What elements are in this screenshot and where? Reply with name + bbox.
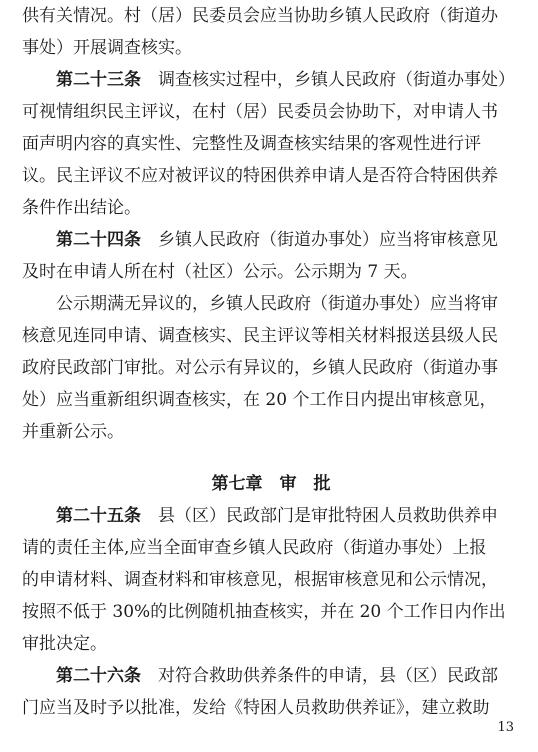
- article-text: 县（区）民政部门是审批特困人员救助供养申: [141, 506, 498, 526]
- text-line: 公示期满无异议的，乡镇人民政府（街道办事处）应当将审: [56, 294, 498, 314]
- text-line: 政府民政部门审批。对公示有异议的，乡镇人民政府（街道办事: [22, 358, 498, 378]
- text-line: 按照不低于 30%的比例随机抽查核实，并在 20 个工作日内作出: [22, 602, 506, 622]
- article-text: 对符合救助供养条件的申请，县（区）民政部: [141, 666, 498, 686]
- text-line: 的申请材料、调查材料和审核意见，根据审核意见和公示情况，: [22, 570, 498, 590]
- article-text: 调查核实过程中，乡镇人民政府（街道办事处）: [141, 70, 515, 90]
- article-25-label: 第二十五条: [56, 506, 141, 526]
- text-line: 审批决定。: [22, 634, 107, 654]
- article-24-label: 第二十四条: [56, 230, 141, 250]
- text-line: 核意见连同申请、调查核实、民主评议等相关材料报送县级人民: [22, 326, 498, 346]
- text-line: 及时在申请人所在村（社区）公示。公示期为 7 天。: [22, 262, 418, 282]
- article-26-label: 第二十六条: [56, 666, 141, 686]
- text-line: 门应当及时予以批准，发给《特困人员救助供养证》，建立救助: [22, 698, 490, 718]
- text-line: 事处）开展调查核实。: [22, 38, 192, 58]
- article-24-paragraph: [56, 230, 498, 250]
- text-line: 请的责任主体,应当全面审查乡镇人民政府（街道办事处）上报: [22, 538, 487, 558]
- text-line: 面声明内容的真实性、完整性及调查核实结果的客观性进行评: [22, 134, 481, 154]
- article-23-paragraph: [56, 70, 515, 90]
- text-line: 可视情组织民主评议，在村（居）民委员会协助下，对申请人书: [22, 102, 498, 122]
- text-line: 处）应当重新组织调查核实，在 20 个工作日内提出审核意见，: [22, 390, 497, 410]
- text-line: 议。民主评议不应对被评议的特困供养申请人是否符合特困供养: [22, 166, 498, 186]
- article-26-paragraph: [56, 666, 498, 686]
- article-text: 乡镇人民政府（街道办事处）应当将审核意见: [141, 230, 498, 250]
- chapter-heading: 第七章 审 批: [211, 474, 331, 494]
- article-23-label: 第二十三条: [56, 70, 141, 90]
- text-line: 供有关情况。村（居）民委员会应当协助乡镇人民政府（街道办: [22, 6, 498, 26]
- article-25-paragraph: [56, 506, 498, 526]
- page-number: 13: [497, 720, 514, 735]
- text-line: 条件作出结论。: [22, 198, 141, 218]
- text-line: 并重新公示。: [22, 422, 124, 442]
